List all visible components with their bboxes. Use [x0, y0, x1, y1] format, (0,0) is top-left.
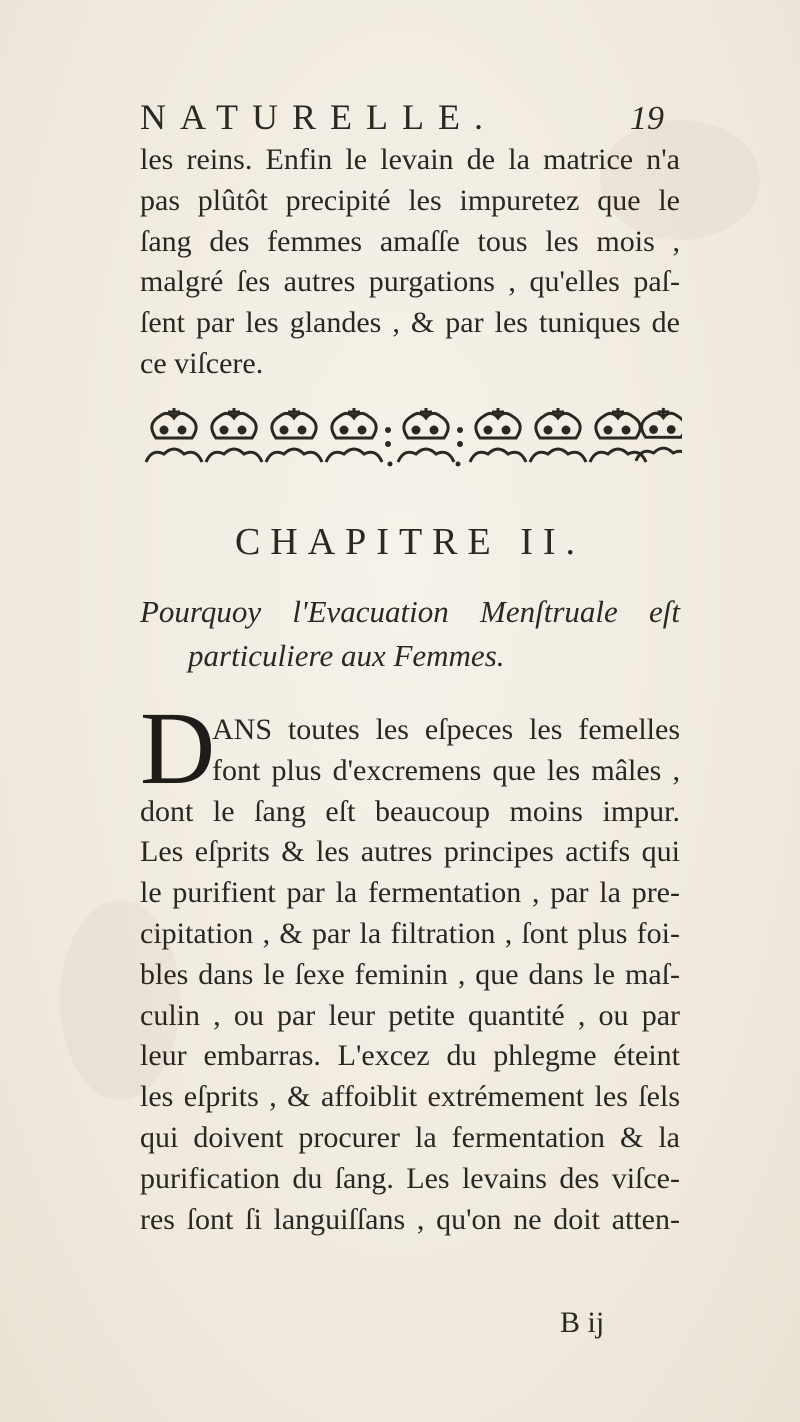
paragraph-2	[140, 710, 680, 1240]
subtitle-line: Pourquoy l'Evacuation Menſtruale eſt	[140, 594, 680, 629]
text-line: qui doivent procurer la fermentation & la	[140, 1120, 680, 1154]
text-line: purification du ſang. Les levains des viſce-	[140, 1161, 680, 1195]
text-line: ce viſcere.	[140, 346, 264, 380]
page-header	[140, 96, 664, 146]
text-line: culin , ou par leur petite quantité , ou par	[140, 998, 680, 1032]
text-line: ANS toutes les eſpeces les femelles	[212, 713, 680, 746]
text-line: bles dans le ſexe feminin , que dans le maſ-	[140, 957, 680, 991]
text-line: les eſprits , & affoiblit extrémement les ſels	[140, 1080, 680, 1114]
text-line: ſang des femmes amaſſe tous les mois ,	[140, 224, 680, 258]
signature-mark: B ij	[560, 1306, 605, 1339]
running-title: NATURELLE.	[140, 97, 497, 137]
text-line: font plus d'excremens que les mâles ,	[212, 753, 680, 787]
text-line: dont le ſang eſt beaucoup moins impur.	[140, 794, 680, 828]
text-line: les reins. Enfin le levain de la matrice n'a	[140, 143, 680, 176]
text-line: ſent par les glandes , & par les tuniques de	[140, 306, 680, 340]
text-line: leur embarras. L'excez du phlegme éteint	[140, 1039, 680, 1073]
text-line: cipitation , & par la filtration , ſont plus foi-	[140, 916, 680, 950]
text-line: Les eſprits & les autres principes actifs qui	[140, 835, 680, 869]
chapter-title: CHAPITRE II.	[234, 521, 586, 563]
text-line: le purifient par la fermentation , par la pre-	[140, 876, 680, 910]
page-number: 19	[630, 100, 664, 137]
chapter-subtitle	[140, 590, 680, 678]
ornament-band-icon	[142, 404, 682, 476]
text-line: res ſont ſi languiſſans , qu'on ne doit atten-	[140, 1202, 680, 1236]
subtitle-line: particuliere aux Femmes.	[188, 638, 505, 673]
drop-cap: D	[140, 691, 216, 806]
text-line: pas plûtôt precipité les impuretez que le	[140, 183, 680, 217]
text-line: malgré ſes autres purgations , qu'elles paſ-	[140, 265, 680, 299]
paragraph-1	[140, 140, 680, 385]
